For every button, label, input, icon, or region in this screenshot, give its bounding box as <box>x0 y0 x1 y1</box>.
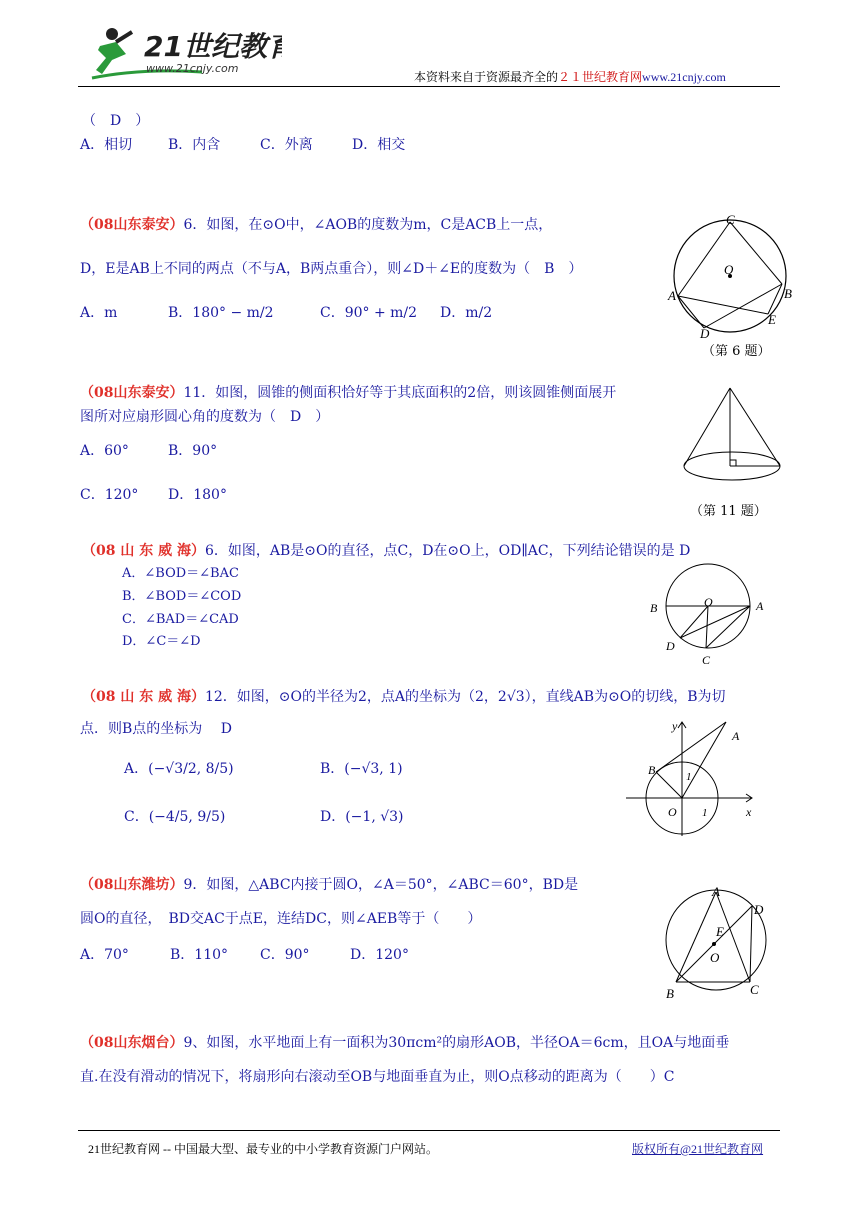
q5-label-d: D <box>754 902 764 917</box>
header-note-url[interactable]: www.21cnjy.com <box>642 70 726 84</box>
q3-label-a: A <box>756 599 764 613</box>
q2-option-d: D．180° <box>168 487 227 503</box>
runner-logo-icon <box>82 20 282 84</box>
q6-source: （08山东烟台） <box>80 1035 184 1051</box>
q4-source: （08 山 东 威 海） <box>82 689 205 705</box>
q1-line2: D，E是AB上不同的两点（不与A，B两点重合），则∠D＋∠E的度数为（ B ） <box>80 261 583 277</box>
q4-label-o: O <box>668 805 677 819</box>
q5-option-d: D．120° <box>350 947 409 963</box>
q4-option-b: B．(−√3, 1) <box>320 761 403 777</box>
header-note-site-name: ２１世纪教育网 <box>558 70 643 84</box>
q5-option-a: A．70° <box>80 947 129 963</box>
q4-figure <box>626 718 766 836</box>
logo-url: www.21cnjy.com <box>146 62 239 75</box>
q4-label-1x: 1 <box>702 807 708 819</box>
q5-figure <box>656 884 776 1004</box>
q1-line1: 6．如图，在⊙O中，∠AOB的度数为m，C是ACB上一点， <box>183 217 553 233</box>
q1-option-b: B．180° − m/2 <box>168 305 274 321</box>
q0-answer: （ D ） <box>82 113 150 129</box>
q3-label-o: O <box>704 595 713 609</box>
q2-line1: 11．如图，圆锥的侧面积恰好等于其底面积的2倍，则该圆锥侧面展开 <box>183 385 617 401</box>
q5-option-b: B．110° <box>170 947 229 963</box>
q0-option-d: D．相交 <box>352 137 406 153</box>
q4-option-c: C．(−4/5, 9/5) <box>124 809 226 825</box>
logo-text: 21世纪教育 <box>144 30 282 63</box>
site-logo <box>82 20 282 84</box>
q1-option-c: C．90° + m/2 <box>320 305 418 321</box>
q1-caption: （第 6 题） <box>702 344 771 359</box>
q6-line1: 9、如图，水平地面上有一面积为30πcm²的扇形AOB，半径OA＝6cm，且OA与地面垂 <box>183 1035 730 1051</box>
q3-option-b: B．∠BOD＝∠COD <box>122 589 242 604</box>
q4-option-d: D．(−1, √3) <box>320 809 404 825</box>
q1-figure <box>664 210 804 340</box>
q1-label-e: E <box>768 312 776 327</box>
q3-label-d: D <box>666 639 675 653</box>
q4-label-a: A <box>732 729 740 743</box>
footer-rule <box>78 1130 780 1131</box>
q5-label-c: C <box>750 982 759 997</box>
q3-text-line1 <box>82 540 690 560</box>
q4-label-b: B <box>648 763 656 777</box>
q3-label-c: C <box>702 653 711 667</box>
q0-option-c: C．外离 <box>260 137 313 153</box>
q3-source: （08 山 东 威 海） <box>82 543 205 559</box>
q4-text-line1 <box>82 686 726 706</box>
footer-tagline: 21世纪教育网 -- 中国最大型、最专业的中小学教育资源门户网站。 <box>88 1142 438 1156</box>
q3-option-c: C．∠BAD＝∠CAD <box>122 612 239 627</box>
q1-label-o: O <box>724 262 734 277</box>
q5-label-o: O <box>710 950 720 965</box>
q2-line2: 图所对应扇形圆心角的度数为（ D ） <box>80 409 330 425</box>
q2-caption: （第 11 题） <box>690 504 767 519</box>
q4-line2: 点．则B点的坐标为 D <box>80 721 232 737</box>
q4-label-1y: 1 <box>686 771 692 783</box>
footer-copyright-link[interactable]: 版权所有@21世纪教育网 <box>632 1142 764 1156</box>
q1-label-a: A <box>668 288 676 303</box>
q5-label-e: E <box>716 924 724 939</box>
q4-line1: 12．如图，⊙O的半径为2，点A的坐标为（2，2√3），直线AB为⊙O的切线，B为切 <box>204 689 726 705</box>
q6-line2: 直.在没有滑动的情况下，将扇形向右滚动至OB与地面垂直为止，则O点移动的距离为（ ）C <box>80 1069 675 1085</box>
q2-source: （08山东泰安） <box>80 385 184 401</box>
q5-label-b: B <box>666 986 674 1001</box>
q1-text-line1 <box>80 214 552 234</box>
q5-source: （08山东潍坊） <box>80 877 184 893</box>
q1-source: （08山东泰安） <box>80 217 184 233</box>
q6-text-line1 <box>80 1032 729 1052</box>
q3-option-d: D．∠C＝∠D <box>122 634 201 649</box>
q2-cone-figure <box>680 384 786 490</box>
q2-option-b: B．90° <box>168 443 218 459</box>
q3-option-a: A．∠BOD＝∠BAC <box>122 566 239 581</box>
q1-option-d: D．m/2 <box>440 305 493 321</box>
q3-figure <box>644 558 774 670</box>
q5-line1: 9．如图，△ABC内接于圆O，∠A＝50°，∠ABC＝60°，BD是 <box>183 877 579 893</box>
q1-label-d: D <box>700 326 710 340</box>
header-note-prefix: 本资料来自于资源最齐全的 <box>414 70 559 84</box>
q3-line1: 6．如图，AB是⊙O的直径，点C，D在⊙O上，OD∥AC，下列结论错误的是 D <box>204 543 691 559</box>
q5-option-c: C．90° <box>260 947 310 963</box>
q2-option-c: C．120° <box>80 487 139 503</box>
q5-text-line1 <box>80 874 578 894</box>
q5-label-a: A <box>712 884 720 899</box>
q1-label-b: B <box>784 286 792 301</box>
q1-label-c: C <box>726 212 735 227</box>
q3-label-b: B <box>650 601 658 615</box>
q2-option-a: A．60° <box>80 443 129 459</box>
header-note <box>414 68 726 85</box>
q4-label-x: x <box>746 805 752 819</box>
q0-option-a: A．相切 <box>80 137 133 153</box>
q4-option-a: A．(−√3/2, 8/5) <box>124 761 234 777</box>
q4-label-y: y <box>672 719 678 733</box>
q5-line2: 圆O的直径， BD交AC于点E，连结DC，则∠AEB等于（ ） <box>80 911 482 927</box>
header-rule <box>78 86 780 87</box>
q1-option-a: A．m <box>80 305 118 321</box>
q2-text-line1 <box>80 382 616 402</box>
q0-option-b: B．内含 <box>168 137 221 153</box>
